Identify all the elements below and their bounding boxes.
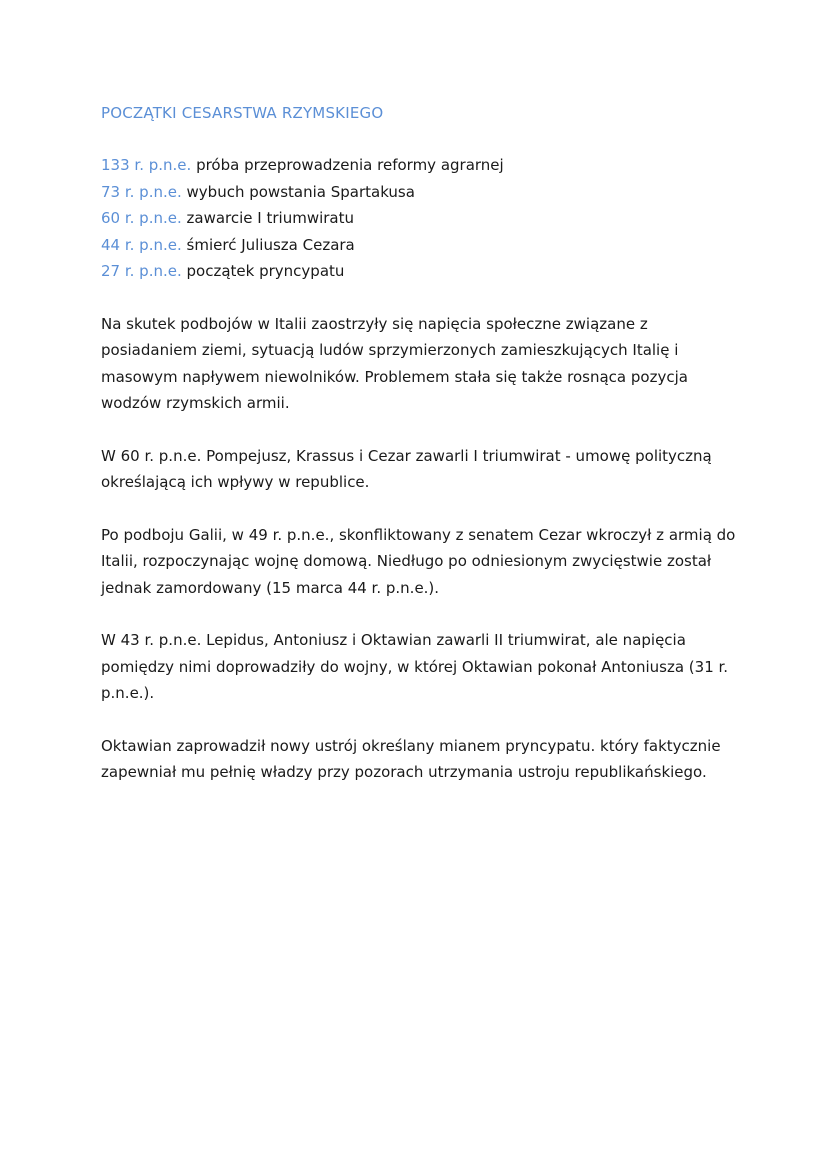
timeline-date: 60 r. p.n.e. bbox=[101, 209, 182, 227]
timeline-date: 27 r. p.n.e. bbox=[101, 262, 182, 280]
timeline-event: śmierć Juliusza Cezara bbox=[186, 235, 355, 254]
document-content bbox=[101, 100, 741, 786]
timeline-event: zawarcie I triumwiratu bbox=[186, 209, 355, 227]
page-title: POCZĄTKI CESARSTWA RZYMSKIEGO bbox=[101, 104, 384, 122]
timeline-event: początek pryncypatu bbox=[186, 262, 345, 280]
timeline-date: 44 r. p.n.e. bbox=[101, 235, 182, 254]
timeline-item bbox=[101, 179, 741, 206]
paragraph-second-triumvirate: W 43 r. p.n.e. Lepidus, Antoniusz i Oktawian zawarli II triumwirat, ale napięcia pomiędzy nimi doprowadziły do wojny, w której Oktawian pokonał Antoniusza (31 r. p.n.e.). bbox=[101, 631, 729, 702]
timeline-event: próba przeprowadzenia reformy agrarnej bbox=[196, 156, 504, 174]
timeline-item bbox=[101, 152, 741, 179]
paragraph-social-tensions: Na skutek podbojów w Italii zaostrzyły się napięcia społeczne związane z posiadaniem ziemi, sytuacją ludów sprzymierzonych zamieszkujących Italię i masowym napływem niewolników. Problemem stała się także rosnąca pozycja wodzów rzymskich armii. bbox=[101, 314, 688, 412]
timeline-date: 133 r. p.n.e. bbox=[101, 156, 192, 174]
timeline-item bbox=[101, 232, 741, 259]
timeline-event: wybuch powstania Spartakusa bbox=[186, 182, 415, 201]
paragraph-principate: Oktawian zaprowadził nowy ustrój określany mianem pryncypatu. który faktycznie zapewniał mu pełnię władzy przy pozorach utrzymania ustroju republikańskiego. bbox=[101, 736, 721, 781]
timeline-item bbox=[101, 205, 741, 232]
paragraph-caesar-civil-war: Po podboju Galii, w 49 r. p.n.e., skonfliktowany z senatem Cezar wkroczył z armią do Italii, rozpoczynając wojnę domową. Niedługo po odniesionym zwycięstwie został jednak zamordowany (15 marca 44 r. p.n.e.). bbox=[101, 525, 736, 597]
paragraph-first-triumvirate: W 60 r. p.n.e. Pompejusz, Krassus i Cezar zawarli I triumwirat - umowę polityczną określającą ich wpływy w republice. bbox=[101, 446, 712, 491]
timeline-list bbox=[101, 152, 741, 285]
timeline-item bbox=[101, 258, 741, 285]
timeline-date: 73 r. p.n.e. bbox=[101, 182, 182, 201]
